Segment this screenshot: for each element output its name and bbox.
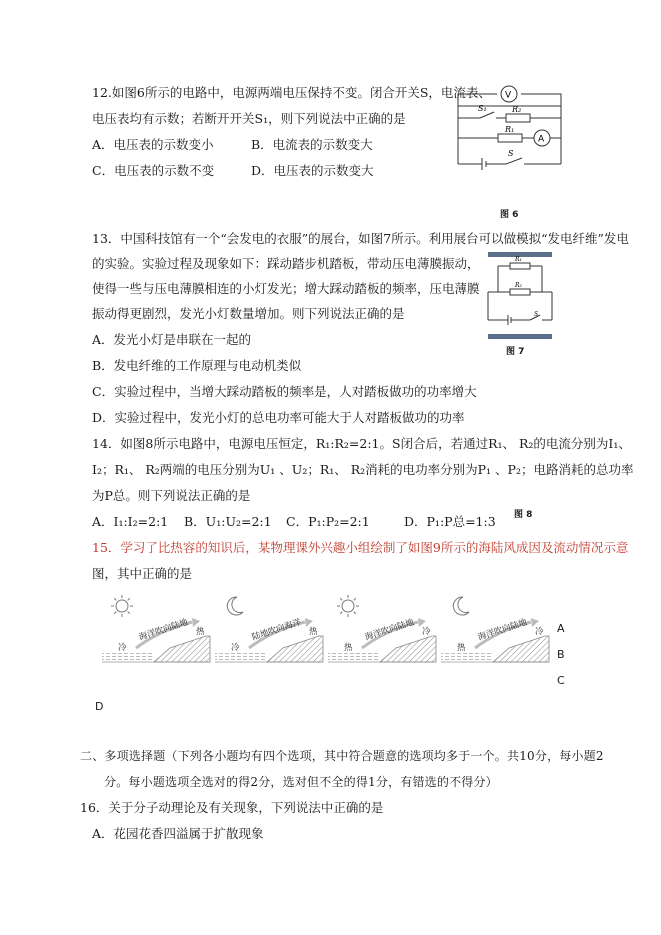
q14-option-a: A．I₁:I₂=2:1 [92, 514, 169, 529]
figure-7-caption: 图 7 [506, 347, 525, 357]
breeze-panel-2 [215, 597, 323, 662]
q15-stem-line2: 图，其中正确的是 [92, 566, 193, 581]
q14-stem-line3: 为P总。则下列说法正确的是 [92, 488, 251, 503]
q13-option-c: C．实验过程中，当增大踩动踏板的频率是，人对踏板做功的功率增大 [92, 384, 477, 399]
land-temperature-label: 冷 [535, 627, 544, 637]
r2-label: R₂ [515, 282, 522, 289]
figure-7-circuit [484, 250, 556, 342]
wind-direction-label: 海洋吹向陆地 [363, 617, 416, 643]
q14-option-b: B．U₁:U₂=2:1 [184, 514, 272, 529]
sea-temperature-label: 冷 [118, 643, 127, 653]
switch-s-label: S [508, 149, 514, 158]
q15-stem-line1: 15．学习了比热容的知识后，某物理课外兴趣小组绘制了如图9所示的海陆风成因及流动情况示意 [92, 540, 629, 555]
moon-icon [453, 597, 469, 615]
r1-label: R₁ [515, 256, 522, 263]
wind-direction-label: 海洋吹向陆地 [137, 617, 190, 643]
voltmeter-label: V [505, 90, 512, 101]
q13-option-d: D．实验过程中，发光小灯的总电功率可能大于人对踏板做功的功率 [92, 410, 465, 425]
sea [102, 652, 154, 662]
land-temperature-label: 热 [309, 627, 318, 637]
q16-stem: 16．关于分子动理论及有关现象，下列说法中正确的是 [80, 800, 384, 815]
figure-9-sea-land-breeze [100, 592, 560, 674]
q12-option-c: C．电压表的示数不变 [92, 163, 215, 178]
moon-icon [227, 597, 243, 615]
switch-s1-label: S₁ [478, 104, 487, 113]
choice-label-c: C [557, 674, 565, 687]
q14-option-c: C．P₁:P₂=2:1 [286, 514, 370, 529]
r1-label: R₁ [505, 125, 515, 134]
sun-icon [337, 595, 359, 617]
q13-stem-line4: 振动得更剧烈，发光小灯数量增加。则下列说法正确的是 [92, 306, 405, 321]
q14-stem-line2: I₂；R₁、 R₂两端的电压分别为U₁ 、U₂；R₁、 R₂消耗的电功率分别为P₁ 、P₂；电路消耗的总功率 [92, 462, 634, 477]
sea [215, 652, 267, 662]
q12-stem-line1: 12.如图6所示的电路中，电源两端电压保持不变。闭合开关S，电流表、 [92, 85, 491, 100]
figure-6-caption: 图 6 [500, 210, 519, 220]
q12-option-a: A．电压表的示数变小 [92, 137, 214, 152]
sea-temperature-label: 热 [344, 643, 353, 653]
sea-temperature-label: 冷 [231, 643, 240, 653]
land-temperature-label: 热 [196, 627, 205, 637]
q13-stem-line1: 13．中国科技馆有一个“会发电的衣服”的展台，如图7所示。利用展台可以做模拟“发电纤维”发电 [92, 231, 629, 246]
q14-option-d: D．P₁:P总=1:3 [404, 514, 496, 529]
figure-8-caption: 图 8 [514, 510, 533, 520]
land [380, 636, 436, 662]
q12-option-d: D．电压表的示数变大 [251, 163, 374, 178]
breeze-panel-4 [441, 597, 549, 662]
choice-label-a: A [557, 622, 565, 635]
sea-temperature-label: 热 [457, 643, 466, 653]
switch-s-label: S [534, 311, 539, 318]
q12-stem-line2: 电压表均有示数；若断开开关S₁，则下列说法中正确的是 [92, 111, 406, 126]
q13-option-a: A．发光小灯是串联在一起的 [92, 332, 252, 347]
q13-stem-line3: 使得一些与压电薄膜相连的小灯发光；增大踩动踏板的频率，压电薄膜 [92, 281, 480, 296]
q16-option-a: A．花园花香四溢属于扩散现象 [92, 826, 264, 841]
wind-direction-label: 陆地吹向海洋 [250, 617, 303, 643]
sea [328, 652, 380, 662]
q14-stem-line1: 14．如图8所示电路中，电源电压恒定，R₁:R₂=2:1。S闭合后，若通过R₁、 R₂的电流分别为I₁、 [92, 436, 631, 451]
figure-6-circuit [450, 82, 570, 178]
q13-stem-line2: 的实验。实验过程及现象如下：踩动踏步机踏板，带动压电薄膜振动， [92, 256, 480, 271]
r2-label: R₂ [512, 105, 522, 114]
q12-option-b: B．电流表的示数变大 [251, 137, 373, 152]
land [493, 636, 549, 662]
sun-icon [111, 595, 133, 617]
section2-title: 二、多项选择题（下列各小题均有四个选项，其中符合题意的选项均多于一个。共10分，每小题2 [80, 749, 604, 763]
wind-direction-label: 海洋吹向陆地 [476, 617, 529, 643]
choice-label-b: B [557, 648, 565, 661]
choice-label-d: D [95, 700, 104, 713]
sea [441, 652, 493, 662]
land [267, 636, 323, 662]
breeze-panel-3 [328, 595, 436, 662]
section2-scoring: 分。每小题选项全选对的得2分，选对但不全的得1分，有错选的不得分） [104, 775, 498, 789]
q13-option-b: B．发电纤维的工作原理与电动机类似 [92, 358, 302, 373]
land [154, 636, 210, 662]
breeze-panel-1 [102, 595, 210, 662]
ammeter-label: A [538, 134, 545, 145]
land-temperature-label: 冷 [422, 627, 431, 637]
